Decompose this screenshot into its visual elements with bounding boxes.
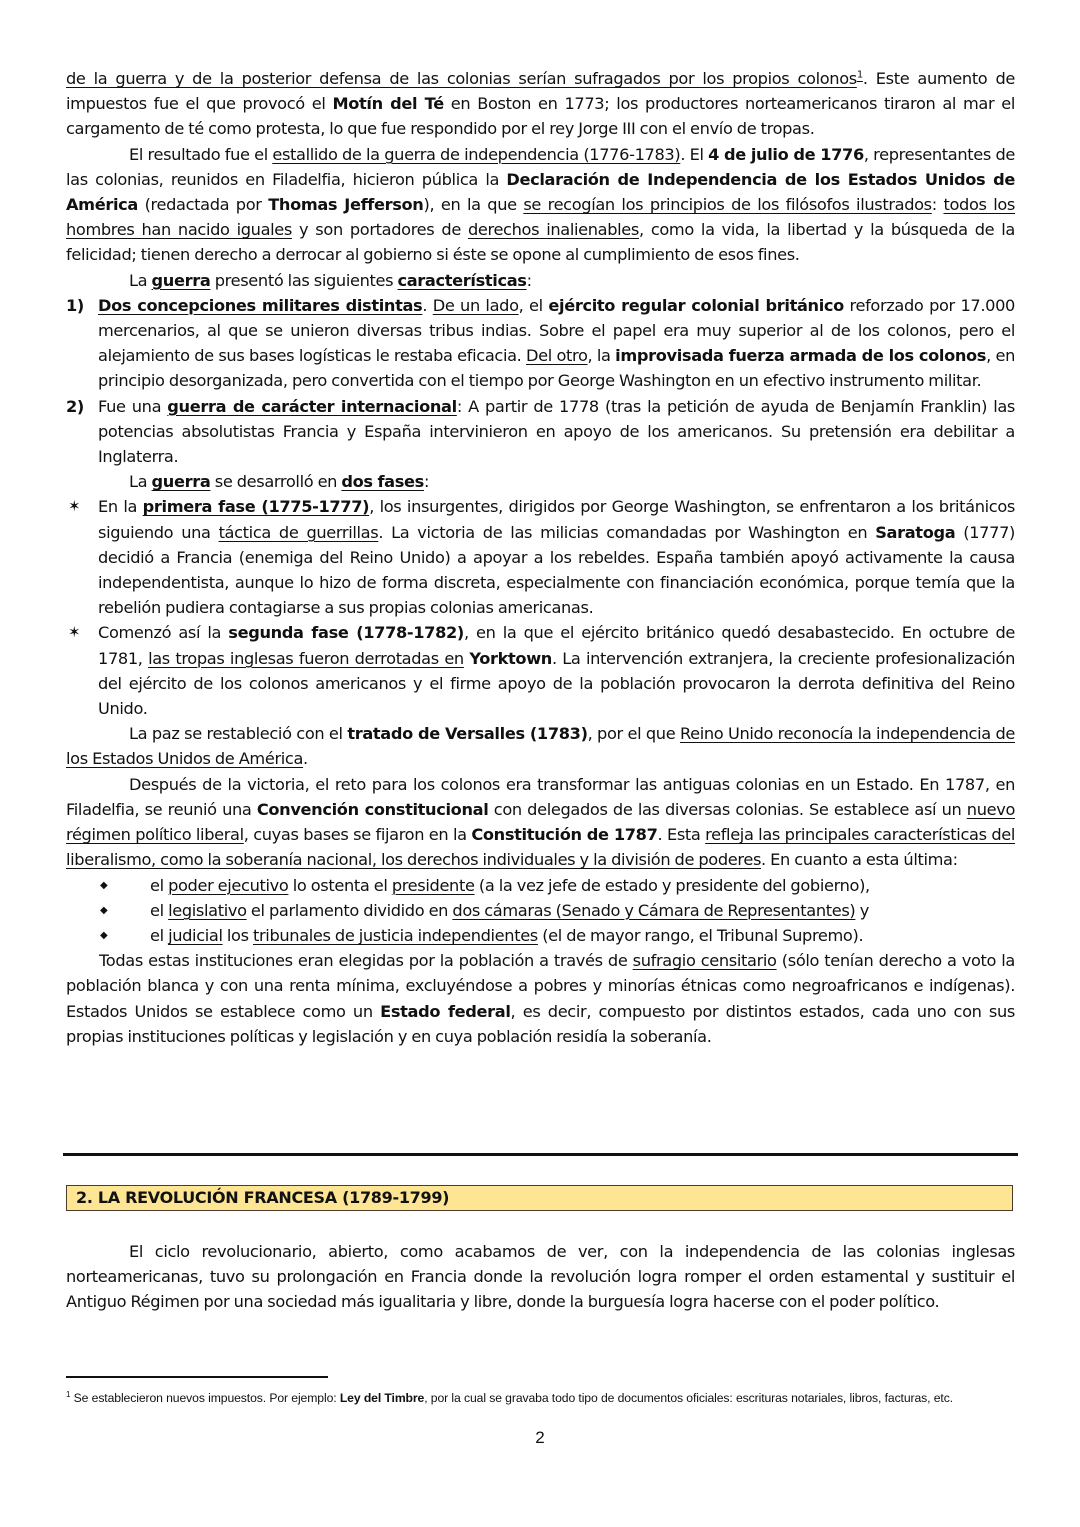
- text-run: Comenzó así la: [98, 623, 229, 643]
- power-item-text: [150, 876, 870, 895]
- text-run: Reino Unido reconocía la independencia de los Estados Unidos de América: [66, 724, 1015, 769]
- text-run: . En cuanto a esta última:: [761, 850, 958, 870]
- text-run: . El: [680, 144, 709, 164]
- numbered-item-text: [98, 296, 1015, 391]
- phase-item-text: [98, 497, 1015, 617]
- text-run: dos cámaras (Senado y Cámara de Representantes): [452, 900, 856, 920]
- text-run: legislativo: [168, 900, 247, 920]
- text-run: derechos inalienables: [467, 220, 639, 240]
- section-heading: 2. LA REVOLUCIÓN FRANCESA (1789-1799): [66, 1185, 1013, 1211]
- text-run: (sólo tenían derecho a voto la población blanca y con una renta mínima, excluyéndose a pobres y minorías étnicas como negroafricanos e indígenas). Estados Unidos se establece como un: [66, 951, 1015, 1021]
- text-run: Estado federal: [380, 1001, 511, 1021]
- numbered-item-text: [98, 397, 1015, 466]
- text-run: (a la vez jefe de estado y presidente del gobierno),: [474, 875, 870, 895]
- text-run: Saratoga: [875, 522, 956, 542]
- text-run: 1: [856, 69, 863, 81]
- text-run: :: [931, 195, 944, 215]
- text-run: , los insurgentes, dirigidos por George Washington, se enfrentaron a los británicos siguiendo una: [98, 497, 1015, 542]
- text-run: el parlamento dividido en: [246, 900, 453, 920]
- text-run: . Este aumento de impuestos fue el que provocó el: [66, 69, 1015, 114]
- text-run: improvisada fuerza armada de los colonos: [615, 346, 987, 366]
- footnote-text: [70, 1391, 953, 1405]
- text-run: Motín del Té: [332, 94, 444, 114]
- text-run: las tropas inglesas fueron derrotadas en: [148, 648, 464, 668]
- power-item-text: [150, 926, 863, 945]
- text-run: poder ejecutivo: [168, 875, 289, 895]
- text-run: los: [222, 925, 253, 945]
- intro-paragraphs: [66, 66, 1015, 293]
- text-run: estallido de la guerra de independencia (1776-1783): [272, 144, 681, 164]
- paragraph-p-tax: [66, 66, 1015, 142]
- text-run: reforzado por 17.000 mercenarios, al que se unieron diversas tribus indias. Sobre el papel era muy superior al de los colonos, pero el alejamiento de sus bases logísticas le restaba eficacia.: [98, 295, 1015, 366]
- text-run: , representantes de las colonias, reunidos en Filadelfia, hicieron pública la: [66, 144, 1015, 189]
- text-run: Del otro: [526, 346, 588, 366]
- text-run: primera fase (1775-1777): [142, 497, 370, 517]
- footnote-separator: [66, 1376, 328, 1378]
- text-run: segunda fase (1778-1782): [228, 623, 464, 643]
- text-run: :: [423, 472, 430, 492]
- numbered-item: [66, 394, 1015, 470]
- text-run: : A partir de 1778 (tras la petición de ayuda de Benjamín Franklin) las potencias absolutistas Francia y España intervinieron en apoyo de los americanos. Su pretensión era debilitar a Inglaterra.: [98, 396, 1015, 467]
- text-run: El ciclo revolucionario, abierto, como acabamos de ver, con la independencia de las colonias inglesas norteamericanas, tuvo su prolongación en Francia donde la revolución logra romper el orden estamental y sustituir el Antiguo Régimen por una sociedad más igualitaria y libre, donde la burguesía logra hacerse con el poder político.: [66, 1242, 1015, 1312]
- text-run: El resultado fue el: [129, 144, 273, 164]
- text-run: guerra: [151, 472, 211, 492]
- text-run: el: [150, 900, 169, 920]
- text-run: táctica de guerrillas: [218, 522, 379, 542]
- power-item: [66, 898, 1015, 923]
- star-bullet-icon: ✶: [68, 623, 81, 642]
- text-run: , es decir, compuesto por distintos estados, cada uno con sus propias instituciones políticas y legislación y en cuya población residía la soberanía.: [66, 1001, 1016, 1046]
- diamond-bullet-icon: ◆: [100, 904, 108, 916]
- text-run: nuevo régimen político liberal: [66, 799, 1015, 845]
- text-run: refleja las principales características del liberalismo, como la soberanía nacional, los derechos individuales y la división de poderes: [66, 825, 1015, 870]
- text-run: judicial: [168, 925, 223, 945]
- text-run: Después de la victoria, el reto para los colonos era transformar las antiguas colonias en un Estado. En 1787, en Filadelfia, se reunió una: [66, 774, 1015, 819]
- power-item-text: [150, 901, 869, 920]
- phase-item-text: [98, 623, 1015, 718]
- text-run: ), en la que: [423, 195, 524, 215]
- numbered-item: [66, 293, 1015, 394]
- text-run: Ley del Timbre: [339, 1391, 425, 1405]
- text-run: Yorktown: [469, 648, 552, 668]
- phase-item: [66, 494, 1015, 620]
- text-run: , en la que el ejército británico quedó desabastecido. En octubre de 1781,: [98, 623, 1015, 668]
- text-run: de la guerra y de la posterior defensa de las colonias serían sufragados por los propios colonos: [66, 69, 857, 88]
- text-run: presentó las siguientes: [210, 270, 398, 290]
- text-run: , como la vida, la libertad y la búsqueda de la felicidad; tienen derecho a derrocar al gobierno si éste se opone al cumplimiento de esos fines.: [66, 220, 1015, 265]
- paragraph-p-characteristics-intro: [66, 268, 1015, 293]
- power-item: [66, 923, 1015, 948]
- text-run: guerra de carácter internacional: [167, 396, 457, 416]
- text-run: . La victoria de las milicias comandadas por Washington en: [378, 522, 876, 542]
- paragraph-p-result: [66, 142, 1015, 268]
- star-bullet-icon: ✶: [68, 497, 81, 516]
- text-run: Convención constitucional: [256, 799, 489, 819]
- phases-list: [66, 494, 1015, 721]
- text-run: . La intervención extranjera, la creciente profesionalización del ejército de los colonos americanos y el firme apoyo de la población provocaron la derrota definitiva del Reino Unido.: [98, 648, 1016, 719]
- text-run: La paz se restableció con el: [129, 724, 348, 744]
- text-run: y son portadores de: [292, 220, 468, 240]
- text-run: guerra: [151, 270, 211, 290]
- page-number: 2: [535, 1428, 545, 1447]
- text-run: , la: [587, 346, 616, 366]
- text-run: (el de mayor rango, el Tribunal Supremo).: [537, 925, 864, 945]
- text-run: La: [129, 270, 152, 290]
- text-run: Todas estas instituciones eran elegidas por la población a través de: [99, 951, 633, 971]
- paragraph-p-peace: [66, 721, 1015, 771]
- text-run: Se establecieron nuevos impuestos. Por ejemplo:: [70, 1391, 340, 1405]
- footnote-marker: 1: [66, 1389, 71, 1399]
- text-run: se desarrolló en: [210, 472, 342, 492]
- power-item: [66, 873, 1015, 898]
- text-run: tratado de Versalles (1783): [347, 724, 588, 744]
- text-run: :: [526, 270, 532, 290]
- text-run: el: [150, 925, 169, 945]
- text-run: todos los hombres han nacido iguales: [66, 195, 1015, 240]
- text-run: , cuyas bases se fijaron en la: [243, 825, 472, 845]
- numbered-list: [66, 293, 1015, 469]
- diamond-bullet-icon: ◆: [100, 879, 108, 891]
- text-run: presidente: [391, 875, 475, 895]
- text-run: tribunales de justicia independientes: [253, 925, 538, 945]
- text-run: Declaración de Independencia de los Estados Unidos de América: [66, 169, 1015, 215]
- text-run: Constitución de 1787: [471, 825, 658, 845]
- text-run: De un lado: [432, 295, 519, 315]
- text-run: La: [129, 472, 152, 492]
- text-run: .: [422, 295, 433, 315]
- list-number: 1): [66, 295, 84, 315]
- text-run: con delegados de las diversas colonias. Se establece así un: [488, 799, 967, 819]
- text-run: (redactada por: [137, 195, 269, 215]
- text-run: Dos concepciones militares distintas: [98, 295, 423, 315]
- closing-paragraph: [66, 948, 1015, 1049]
- page-body: [66, 66, 1015, 1049]
- text-run: Thomas Jefferson: [268, 195, 424, 215]
- footnote: [66, 1388, 1015, 1408]
- section-intro-paragraph: [66, 1239, 1015, 1315]
- text-run: ejército regular colonial británico: [548, 295, 844, 315]
- phase-item: [66, 620, 1015, 721]
- text-run: En la: [98, 497, 143, 517]
- text-run: (1777) decidió a Francia (enemiga del Reino Unido) a apoyar a los rebeldes. España también apoyó activamente la causa independentista, aunque lo hizo de forma discreta, especialmente con financiación económica, porque temía que la rebelión pudiera contagiarse a sus propias colonias americanas.: [98, 522, 1015, 618]
- text-run: , en principio desorganizada, pero convertida con el tiempo por George Washington en un efectivo instrumento militar.: [98, 346, 1015, 391]
- text-run: .: [303, 749, 308, 769]
- section-divider: [63, 1153, 1018, 1156]
- powers-list: [66, 873, 1015, 949]
- text-run: características: [397, 270, 527, 290]
- text-run: y: [855, 900, 869, 920]
- phases-intro: [66, 469, 1015, 494]
- text-run: , por el que: [587, 724, 680, 744]
- text-run: lo ostenta el: [288, 875, 392, 895]
- text-run: Fue una: [98, 396, 168, 416]
- paragraph-p-constitution: [66, 772, 1015, 873]
- list-number: 2): [66, 396, 84, 416]
- text-run: se recogían los principios de los filósofos ilustrados: [523, 195, 932, 215]
- text-run: , el: [518, 295, 549, 315]
- text-run: dos fases: [341, 472, 424, 492]
- later-paragraphs: [66, 721, 1015, 872]
- text-run: . Esta: [657, 825, 706, 845]
- text-run: , por la cual se gravaba todo tipo de documentos oficiales: escrituras notariales, libros, facturas, etc.: [424, 1391, 953, 1405]
- text-run: sufragio censitario: [632, 951, 777, 971]
- diamond-bullet-icon: ◆: [100, 929, 108, 941]
- text-run: 4 de julio de 1776: [708, 144, 864, 164]
- text-run: el: [150, 875, 169, 895]
- text-run: en Boston en 1773; los productores norteamericanos tiraron al mar el cargamento de té como protesta, lo que fue respondido por el rey Jorge III con el envío de tropas.: [66, 94, 1015, 139]
